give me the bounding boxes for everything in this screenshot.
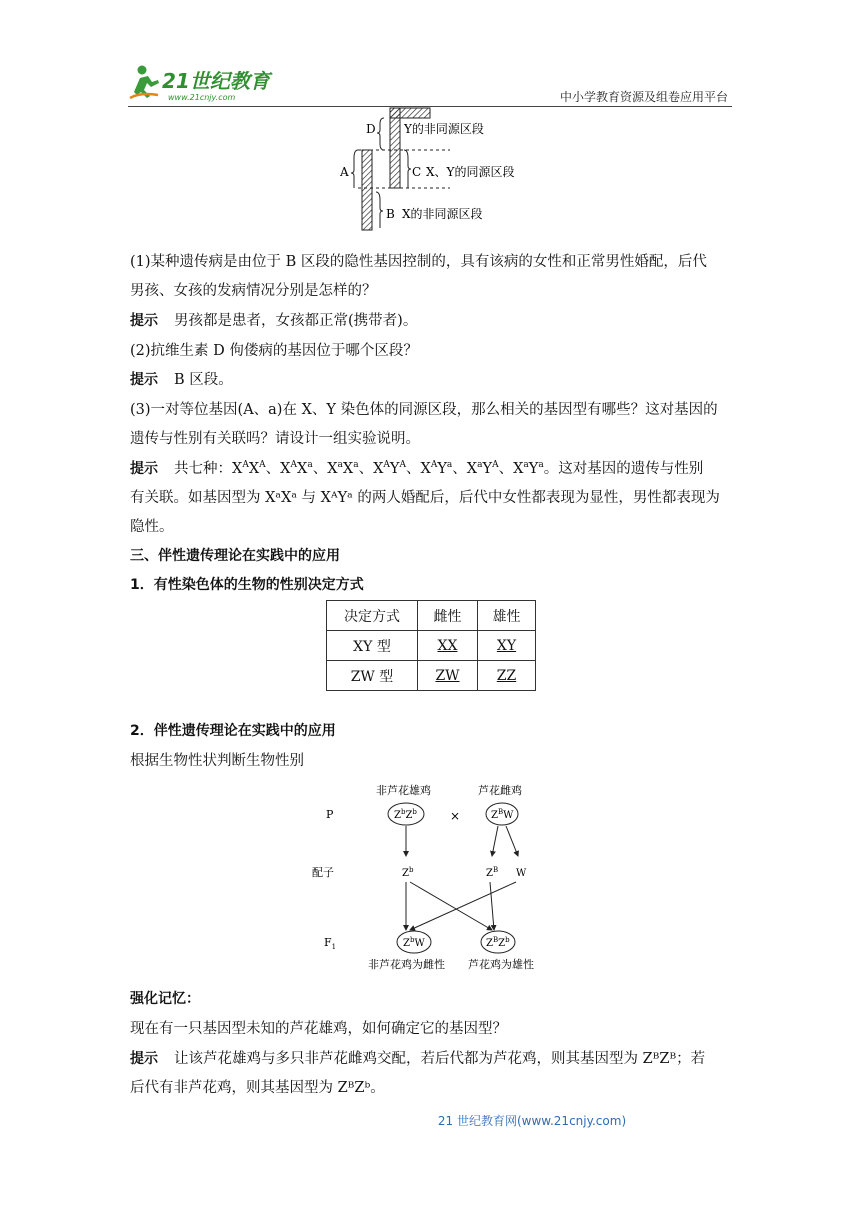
sex-determination-table <box>326 600 536 691</box>
q3-question: (3)一对等位基因(A、a)在 X、Y 染色体的同源区段，那么相关的基因型有哪些？这对基因的 <box>130 402 718 418</box>
q1-question: (1)某种遗传病是由位于 B 区段的隐性基因控制的，具有该病的女性和正常男性婚配，后代 <box>130 254 707 270</box>
label-d: D <box>366 122 376 136</box>
label-a: A <box>340 165 349 179</box>
table-header: 雄性 <box>478 601 536 631</box>
parent-male-genotype: $Z^bZ^b$ <box>394 808 417 821</box>
genotype: $X^AY^a$ <box>420 460 453 477</box>
memory-title: 强化记忆： <box>130 991 200 1007</box>
genotype: $X^AY^A$ <box>373 460 406 477</box>
row-label-f1: $F_1$ <box>324 936 337 951</box>
label-y-nonhomologous: Y的非同源区段 <box>404 122 484 136</box>
site-logo <box>128 62 278 106</box>
gamete-ZB: $Z^B$ <box>486 866 499 879</box>
gamete-w: W <box>516 868 527 879</box>
q3-answer <box>130 457 703 478</box>
offspring-2-genotype: $Z^BZ^b$ <box>486 936 510 949</box>
table-header: 决定方式 <box>327 601 418 631</box>
table-cell: ZW <box>435 667 460 684</box>
q1-answer-text: 男孩都是患者，女孩都正常(携带者)。 <box>174 313 418 329</box>
q3-answer-line3: 隐性。 <box>130 519 174 535</box>
hint-label: 提示 <box>130 313 158 329</box>
table-cell: XX <box>437 637 458 654</box>
memory-answer-line1: 让该芦花雄鸡与多只非芦花雌鸡交配，若后代都为芦花鸡，则其基因型为 ZᴮZᴮ；若 <box>174 1051 706 1067</box>
table-row <box>327 661 536 691</box>
q1-question-cont: 男孩、女孩的发病情况分别是怎样的？ <box>130 283 377 299</box>
platform-name: 中小学教育资源及组卷应用平台 <box>559 90 728 104</box>
q3-answer-intro: 共七种： <box>174 461 232 477</box>
genotype: $X^aY^a$ <box>513 460 544 477</box>
row-label-gamete: 配子 <box>312 866 334 879</box>
table-header: 雌性 <box>418 601 478 631</box>
table-row <box>327 631 536 661</box>
row-label-p: P <box>326 808 334 821</box>
genotype: $X^aX^a$ <box>327 460 359 477</box>
q2-answer <box>130 368 233 389</box>
chromosome-segment-diagram <box>330 104 530 232</box>
footer-link[interactable]: 21 世纪教育网(www.21cnjy.com) <box>437 1114 627 1128</box>
table-header-row <box>327 601 536 631</box>
memory-question: 现在有一只基因型未知的芦花雄鸡，如何确定它的基因型？ <box>130 1021 507 1037</box>
q2-question: (2)抗维生素 D 佝偻病的基因位于哪个区段？ <box>130 343 418 359</box>
genotype: $X^aY^A$ <box>466 460 499 477</box>
x-chromosome <box>362 150 372 230</box>
q3-answer-tail: 。这对基因的遗传与性别 <box>543 461 704 477</box>
memory-answer-line2: 后代有非芦花鸡，则其基因型为 ZᴮZᵇ。 <box>130 1080 385 1096</box>
offspring-1-label: 非芦花鸡为雌性 <box>368 958 445 971</box>
table-cell: XY <box>496 637 517 654</box>
offspring-1-genotype: $Z^bW$ <box>403 936 425 949</box>
hint-label: 提示 <box>130 372 158 388</box>
subsection-2-title: 2．伴性遗传理论在实践中的应用 <box>130 723 336 739</box>
q1-answer <box>130 309 417 330</box>
hint-label: 提示 <box>130 1051 158 1067</box>
table-cell: XY 型 <box>327 631 418 661</box>
parent-female-label: 芦花雌鸡 <box>478 784 522 797</box>
genotype: $X^AX^A$ <box>232 460 266 477</box>
subsection-2-desc: 根据生物性状判断生物性别 <box>130 753 304 769</box>
label-xy-homologous: X、Y的同源区段 <box>426 165 515 179</box>
genotype: $X^AX^a$ <box>280 460 313 477</box>
y-chromosome <box>390 108 400 188</box>
q3-answer-line2: 有关联。如基因型为 XᵃXᵃ 与 XᴬYᵃ 的两人婚配后，后代中女性都表现为显性，男性都表现为 <box>130 490 720 506</box>
section-title: 三、伴性遗传理论在实践中的应用 <box>130 548 340 564</box>
table-cell: ZZ <box>496 667 517 684</box>
subsection-1-title: 1．有性染色体的生物的性别决定方式 <box>130 577 364 593</box>
label-x-nonhomologous: X的非同源区段 <box>402 207 483 221</box>
chicken-cross-diagram <box>310 780 550 976</box>
memory-answer <box>130 1047 705 1068</box>
q2-answer-text: B 区段。 <box>174 372 233 388</box>
cross-symbol: × <box>450 809 461 823</box>
label-b: B <box>386 207 395 221</box>
table-cell: ZW 型 <box>327 661 418 691</box>
logo-url: www.21cnjy.com <box>168 93 236 102</box>
q3-question-cont: 遗传与性别有关联吗？请设计一组实验说明。 <box>130 431 420 447</box>
hint-label: 提示 <box>130 461 158 477</box>
offspring-2-label: 芦花鸡为雄性 <box>468 958 534 971</box>
logo-text: 21世纪教育 <box>162 69 270 93</box>
genotype-list: $X^AX^A$、$X^AX^a$、$X^aX^a$、$X^AY^A$、$X^AY^a$、$X^aY^A$、$X^aY^a$ <box>232 460 544 477</box>
label-c: C <box>412 165 422 179</box>
parent-female-genotype: $Z^BW$ <box>491 808 514 821</box>
parent-male-label: 非芦花雄鸡 <box>376 784 431 797</box>
gamete-zb: $Z^b$ <box>402 866 414 879</box>
